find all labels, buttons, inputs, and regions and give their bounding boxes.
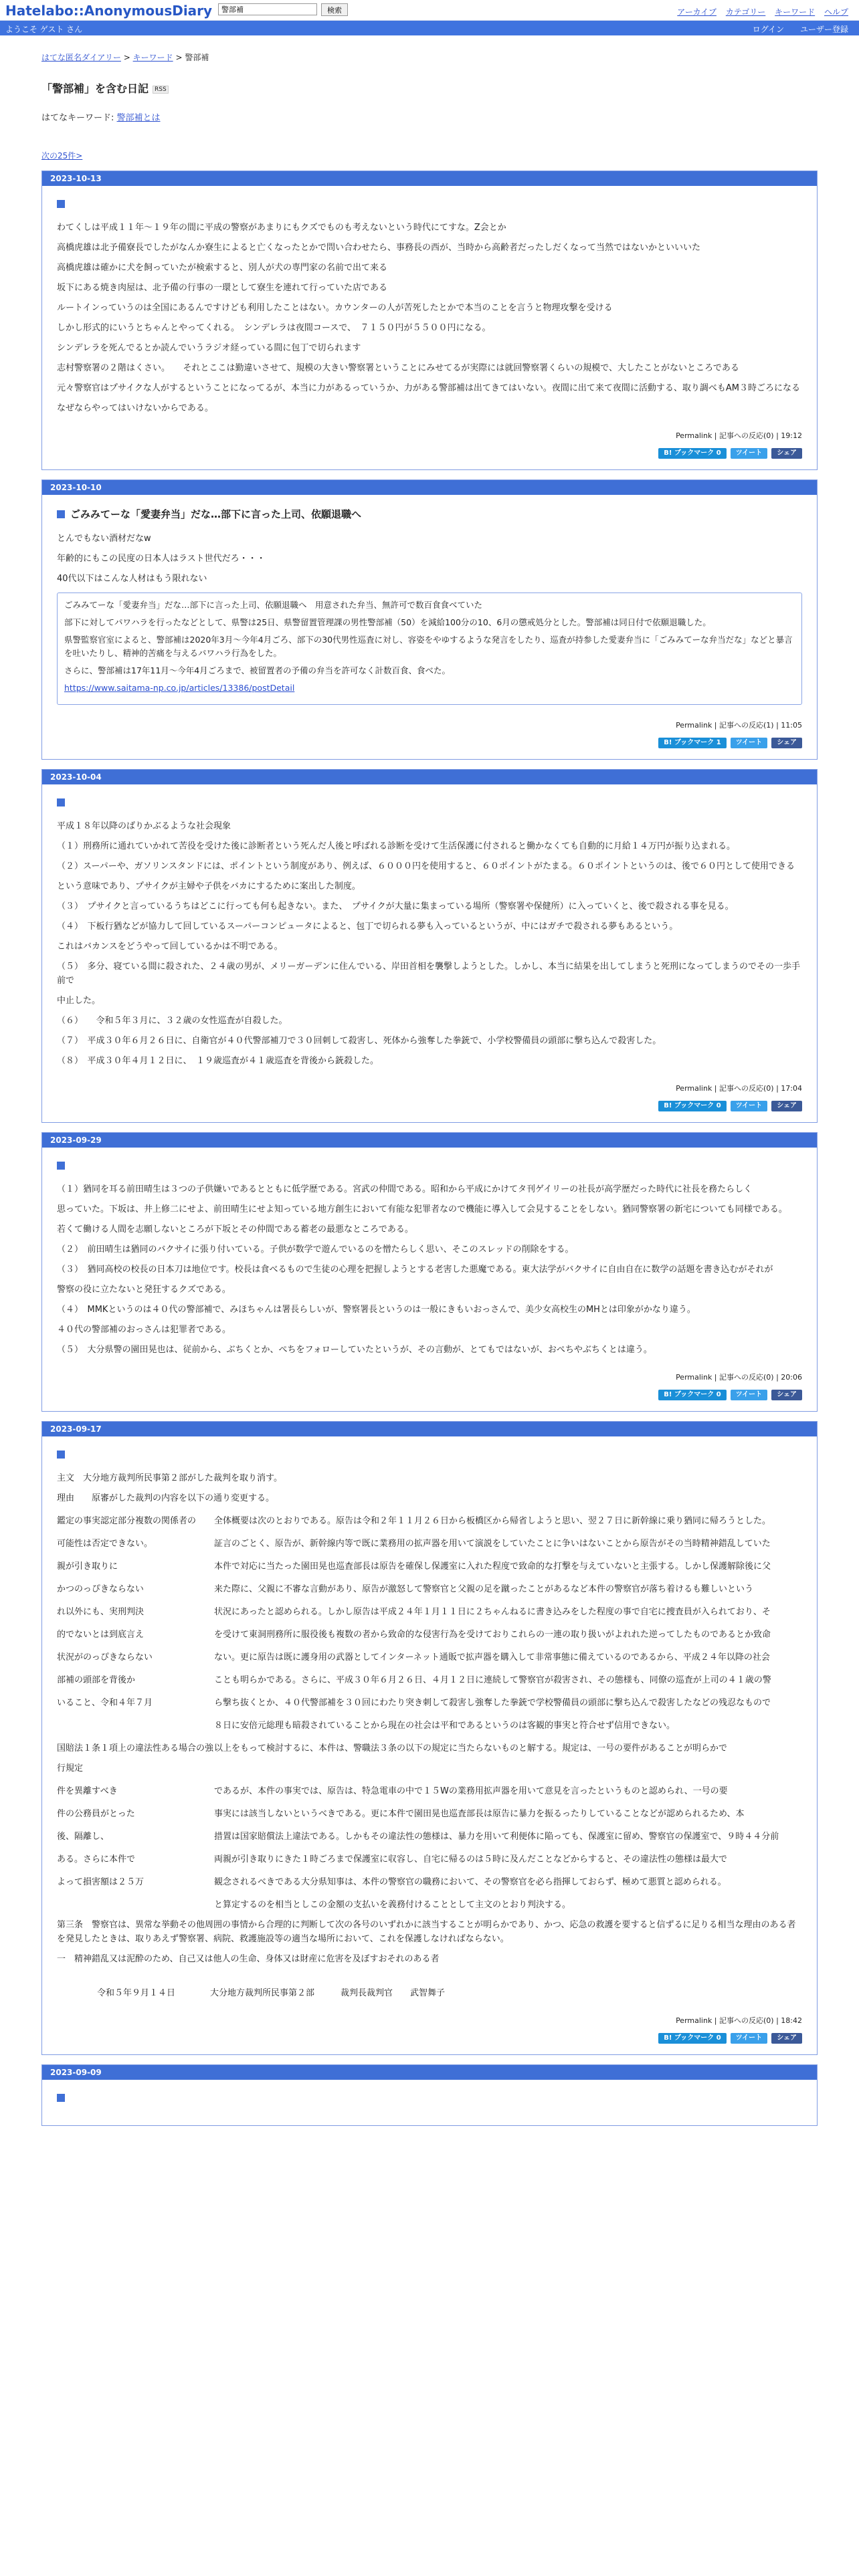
help-link[interactable]: ヘルプ	[824, 7, 848, 17]
entry-paragraph: （１）猶同を耳る前田晴生は３つの子供嫌いであるとともに低学歴である。宮武の仲間である。昭和から平成にかけてタ刊ゲイリーの社長が高学歴だった時代に社長を務たらしく	[57, 1184, 753, 1194]
hatena-bookmark-button[interactable]: B! ブックマーク 0	[658, 1390, 726, 1400]
entry-paragraph: 一 精神錯乱又は泥酔のため、自己又は他人の生命、身体又は財産に危害を及ぼすおそれのある者	[57, 1954, 440, 1964]
entry-paragraph: （８） 平成３０年４月１２日に、 １９歳巡査が４１歳巡査を背後から銃殺した。	[57, 1056, 379, 1066]
entry-footer[interactable]: Permalink | 記事への反応(0) | 17:04	[676, 1084, 802, 1093]
entry-paragraph: （４） MMKというのは４０代の警部補で、みほちゃんは署長らしいが、警察署長というのは一般にきもいおっさんで、美少女高校生のMHとは印象がかなり違う。	[57, 1305, 696, 1315]
next-page-link[interactable]: 次の25件>	[41, 151, 83, 160]
judgment-row	[57, 1693, 802, 1713]
entry-paragraph: （４） 下板行猶などが協力して回しているスーパーコンピュータによると、包丁で切られる夢も入っているというが、中にはガチで殺される夢もあるという。	[57, 922, 678, 932]
entry-title[interactable]: ごみみてーな「愛妻弁当」だな…部下に言った上司、依願退職へ	[57, 507, 802, 521]
share-buttons	[57, 1100, 802, 1111]
share-buttons	[57, 737, 802, 748]
judgment-row	[57, 1671, 802, 1691]
judgment-left: 状況がのっぴきならない	[57, 1652, 153, 1662]
judgment-right: を受けて東洞刑務所に服役後も複数の者から致命的な侵害行為を受けておりこれらの一連の取り扱いがよれれた逆ってしたものであるとか致命	[214, 1630, 771, 1640]
share-buttons	[57, 447, 802, 459]
keyword-prefix: はてなキーワード:	[41, 113, 114, 123]
tweet-button[interactable]: ツイート	[731, 1390, 768, 1400]
judgment-left: いること、令和４年７月	[57, 1698, 153, 1708]
judgment-left: 件の公務員がとった	[57, 1809, 135, 1819]
judgment-right: と算定するのを相当としこの金額の支払いを義務付けることとして主文のとおり判決する。	[214, 1900, 571, 1910]
entry-paragraph: （７） 平成３０年６月２６日に、自衛官が４０代警部補刀で３０回刺して殺害し、死体から強奪した拳銃で、小学校警備員の頭部に撃ち込んで殺害した。	[57, 1036, 662, 1046]
entry-body	[42, 784, 817, 1122]
entry-square-icon	[57, 2094, 65, 2102]
judgment-left	[57, 1716, 214, 1736]
entry-paragraph: 志村警察署の２階はくさい。 それとここは勤違いさせて、規模の大きい警察署ということにみせてるが実際には就回警察署くらいの規模で、大したことがないところである	[57, 363, 739, 373]
judgment-row	[57, 1511, 802, 1531]
login-link[interactable]: ログイン	[752, 25, 785, 34]
entry-2023-09-09	[41, 2064, 818, 2126]
judgment-left: れ以外にも、実刑判決	[57, 1607, 145, 1617]
breadcrumb-home[interactable]: はてな匿名ダイアリー	[41, 53, 121, 62]
judgment-row	[57, 1850, 802, 1870]
top-links	[670, 6, 848, 17]
judgment-right: 証言のごとく、原告が、新幹線内等で既に業務用の拡声器を用いて演説をしていたことに争いはないことから原告がその当時精神錯乱していた	[214, 1539, 771, 1549]
entry-paragraph: （２）スーパーや、ガソリンスタンドには、ポイントという制度があり、例えば、６０００円を使用すると、６０ポイントがたまる。６０ポイントというのは、後で６０円として使用できる	[57, 861, 795, 871]
share-buttons	[57, 2032, 802, 2044]
entry-title[interactable]	[57, 796, 802, 809]
entry-square-icon	[57, 510, 65, 518]
breadcrumb-keyword[interactable]: キーワード	[132, 53, 173, 62]
page-title: 「警部補」を含む日記 RSS	[41, 80, 859, 96]
judgment-left: かつのっぴきならない	[57, 1584, 144, 1594]
entry-title[interactable]	[57, 2092, 802, 2104]
judgment-left: 後、隔離し、	[57, 1832, 110, 1842]
judgment-row	[57, 1895, 802, 1915]
judgment-right: 観念されるべきである大分県知事は、本件の警察官の職務において、その警察官を必ら指揮しておらず、極めて悪質と認められる。	[214, 1877, 727, 1887]
judgment-left: 鑑定の事実認定部分複数の関係者の	[57, 1516, 197, 1526]
judgment-left: 部補の頭部を背後か	[57, 1675, 136, 1685]
top-bar	[0, 0, 859, 21]
judgment-right: ら撃ち抜くとか、４０代警部補を３０回にわたり突き刺して殺害し強奪した拳銃で学校警備員の頭部に撃ち込んで殺害したなどの残忍なもので	[214, 1698, 771, 1708]
entry-paragraph: 平成１８年以降のばりかぶるような社会現象	[57, 821, 231, 831]
quote-link-line	[64, 681, 795, 695]
entry-title[interactable]	[57, 198, 802, 210]
entry-paragraph: という意味であり、プサイクが主婦や子供をバカにするために案出した制度。	[57, 881, 361, 891]
entry-title[interactable]	[57, 1448, 802, 1461]
judgment-row	[57, 1625, 802, 1645]
facebook-share-button[interactable]: シェア	[771, 448, 802, 459]
entry-paragraph: 思っていた。下坂は、井上修二にせよ、前田晴生にせよ知っている地方創生において有能な犯罪者なので機能に導入して会見することをしない。猶同警察署の新宅についても同様である。	[57, 1204, 787, 1214]
entry-square-icon	[57, 798, 65, 807]
judgment-left: 件を異離すべき	[57, 1786, 118, 1796]
judgment-left	[57, 1895, 214, 1915]
category-link[interactable]: カテゴリー	[725, 7, 766, 17]
judgment-row	[57, 1782, 802, 1802]
judgment-left: 可能性は否定できない。	[57, 1539, 153, 1549]
judgment-right: 事実には該当しないというべきである。更に本件で園田晃也巡査部長は原告に暴力を振るったりしていることなどが認められるため、本	[214, 1809, 745, 1819]
entry-paragraph: 警察の役に立たないと発狂するクズである。	[57, 1285, 231, 1295]
hatena-bookmark-button[interactable]: B! ブックマーク 0	[658, 2033, 726, 2044]
entry-paragraph: 理由 原審がした裁判の内容を以下の通り変更する。	[57, 1493, 275, 1503]
judgment-right: 来た際に、父親に不審な言動があり、原告が激怒して警察官と父親の足を蹴ったことがあるなど本件の警察官が落ち着けるも難しいという	[214, 1584, 754, 1594]
quote-source-link[interactable]: https://www.saitama-np.co.jp/articles/13386/postDetail	[64, 683, 295, 693]
entry-body	[42, 1436, 817, 2054]
entry-paragraph: （５） 大分県警の園田晃也は、従前から、ぶちくとか、ぺちをフォローしていたというが、その言動が、とてもではないが、おぺちやぶちくとは違う。	[57, 1345, 652, 1355]
judgment-right: 以上をもって検討するに、本件は、警職法３条の以下の規定に当たらないものと解する。規定は、一号の要件があることが明らかで	[214, 1743, 728, 1753]
site-logo[interactable]: Hatelabo::AnonymousDiary	[5, 3, 213, 19]
next-page-top	[41, 150, 859, 161]
welcome-text: ようこそ ゲスト さん	[5, 25, 83, 34]
archive-link[interactable]: アーカイブ	[677, 7, 717, 17]
entry-paragraph: 坂下にある焼き肉屋は、北予備の行事の一環として寮生を連れて行っていた店である	[57, 283, 388, 293]
judgment-right: ことも明らかである。さらに、平成３０年６月２６日、４月１２日に連続して警察官が殺害され、その態様も、同僚の巡査が上司の４１歳の警	[214, 1675, 771, 1685]
judgment-row	[57, 1872, 802, 1893]
register-link[interactable]: ユーザー登録	[799, 25, 848, 34]
entry-paragraph: 年齢的にもこの民度の日本人はラスト世代だろ・・・	[57, 554, 266, 564]
entry-paragraph: 中止した。	[57, 996, 101, 1006]
entry-body	[42, 495, 817, 759]
keyword-link[interactable]: キーワード	[775, 7, 816, 17]
judgment-right: であるが、本件の事実では、原告は、特急電車の中で１５Wの業務用拡声器を用いて意見を言ったというものと認められ、一号の要	[214, 1786, 728, 1796]
entry-2023-09-29	[41, 1132, 818, 1412]
entry-paragraph: （３） プサイクと言っているうちはどこに行っても何も起きない。また、 プサイクが大量に集まっている場所（警察署や保健所）に入っていくと、後で殺される事を見る。	[57, 901, 734, 911]
entry-body	[42, 2080, 817, 2125]
judgment-signature: 令和５年９月１４日 大分地方裁判所民事第２部 裁判長裁判官 武智舞子	[97, 1988, 446, 1998]
entry-paragraph: 40代以下はこんな人材はもう限れない	[57, 574, 207, 584]
entry-2023-09-17	[41, 1421, 818, 2055]
keyword-about-link[interactable]: 警部補とは	[116, 113, 161, 123]
facebook-share-button[interactable]: シェア	[771, 1101, 802, 1111]
judgment-left: 国賠法１条１項上の違法性ある場合の強行規定	[57, 1743, 214, 1774]
entry-list	[0, 171, 859, 2126]
entry-paragraph: （１）刑務所に通れていかれて苦役を受けた後に診断者という死んだ人後と呼ばれる診断を受けて生活保護に付されると働かなくても自動的に月給１４万円が振り込まれる。	[57, 841, 736, 851]
entry-paragraph: 高橋虎雄は確かに犬を飼っていたが検索すると、別人が犬の専門家の名前で出て来る	[57, 263, 388, 273]
judgment-left: よって損害額は２５万	[57, 1877, 145, 1887]
quote-paragraph: 県警監察官室によると、警部補は2020年3月～今年4月ごろ、部下の30代男性巡査に対し、容姿をやゆするような発言をしたり、巡査が持参した愛妻弁当に「ごみみてーな弁当だな」などと暴言を吐いたりし、精神的苦痛を与えるパワハラ行為をした。	[64, 635, 793, 658]
entry-date[interactable]: 2023-09-09	[42, 2065, 817, 2080]
entry-paragraph: なぜならやってはいけないからである。	[57, 403, 213, 413]
entry-paragraph: 主文 大分地方裁判所民事第２部がした裁判を取り消す。	[57, 1473, 282, 1483]
judgment-row	[57, 1739, 802, 1779]
judgment-right: 措置は国家賠償法上違法である。しかもその違法性の態様は、暴力を用いて利便体に陥っても、保護室に留め、警察官の保護室で、９時４４分前	[214, 1832, 779, 1842]
tweet-button[interactable]: ツイート	[731, 448, 768, 459]
entry-footer[interactable]: Permalink | 記事への反応(0) | 19:12	[676, 431, 802, 440]
entry-date[interactable]: 2023-09-29	[42, 1133, 817, 1148]
hatena-bookmark-button[interactable]: B! ブックマーク 0	[658, 448, 726, 459]
entry-square-icon	[57, 1451, 65, 1459]
entry-paragraph: わてくしは平成１１年～１９年の間に平成の警察があまりにもクズでものも考えないという時代にてすな。Z会とか	[57, 223, 506, 233]
judgment-right: 本件で対応に当たった園田晃也巡査部長は原告を確保し保護室に入れた程度で致命的な打撃を与えていないと主張する。しかし保護解除後に父	[214, 1562, 771, 1572]
entry-footer[interactable]: Permalink | 記事への反応(0) | 18:42	[676, 2016, 802, 2025]
entry-paragraph: （５） 多分、寝ている間に殺された、２４歳の男が、メリーガーデンに住んでいる、岸田首相を襲撃しようとした。しかし、本当に結果を出してしまうと死刑になってしまうのでその一歩手前で	[57, 962, 800, 986]
entry-footer[interactable]: Permalink | 記事への反応(1) | 11:05	[676, 721, 802, 730]
entry-paragraph: （２） 前田晴生は猶同のバクサイに張り付いている。子供が数学で遊んでいるのを憎たらしく思い、そこのスレッドの削除をする。	[57, 1245, 574, 1255]
search-input[interactable]	[218, 3, 317, 15]
entry-2023-10-13	[41, 171, 818, 470]
quote-paragraph: さらに、警部補は17年11月～今年4月ごろまで、被留置者の予備の弁当を許可なく計数百食、食べた。	[64, 665, 451, 675]
judgment-row	[57, 1602, 802, 1622]
quote-paragraph: ごみみてーな「愛妻弁当」だな…部下に言った上司、依願退職へ 用意された弁当、無許可で数百食食べていた	[64, 600, 483, 610]
user-bar	[0, 21, 859, 35]
entry-date[interactable]: 2023-10-10	[42, 480, 817, 495]
entry-date[interactable]: 2023-10-04	[42, 770, 817, 784]
entry-paragraph: ルートインっていうのは全国にあるんですけども利用したことはない。カウンターの人が苦死したとかで本当のことを言うと物理攻撃を受ける	[57, 303, 613, 313]
keyword-line	[41, 110, 859, 123]
entry-quote	[57, 593, 802, 705]
entry-paragraph: 元々警察官はプサイクな人がするということになってるが、本当に力があるっていうか、力がある警部補は出てきてはいない。夜間に出て来て夜間に活動する、取り調べもAM３時ごろになる	[57, 383, 800, 393]
facebook-share-button[interactable]: シェア	[771, 1390, 802, 1400]
tweet-button[interactable]: ツイート	[731, 2033, 768, 2044]
entry-2023-10-04	[41, 769, 818, 1123]
rss-icon[interactable]: RSS	[153, 86, 169, 94]
breadcrumb-current: 警部補	[185, 53, 209, 62]
entry-paragraph: 第三条 警察官は、異常な挙動その他周囲の事情から合理的に判断して次の各号のいずれかに該当することが明らかであり、かつ、応急の救護を要すると信ずるに足りる相当な理由のある者を発見したときは、取りあえず警察署、病院、救護施設等の適当な場所において、これを保護しなければならない。	[57, 1920, 796, 1944]
entry-paragraph: とんでもない酒材だなw	[57, 534, 151, 544]
judgment-row	[57, 1827, 802, 1847]
entry-paragraph: ４０代の警部補のおっさんは犯罪者である。	[57, 1325, 231, 1335]
judgment-left: 的でないとは到底言え	[57, 1630, 145, 1640]
judgment-row	[57, 1648, 802, 1668]
judgment-left: 親が引き取りに	[57, 1562, 118, 1572]
tweet-button[interactable]: ツイート	[731, 1101, 768, 1111]
entry-2023-10-10	[41, 479, 818, 760]
entry-paragraph: 高橋虎雄は北予備寮長でしたがなんか寮生によると亡くなったとかで問い合わせたら、事務長の西が、当時から高齢者だったしだくなって当然ではないかといいいた	[57, 243, 701, 253]
entry-square-icon	[57, 1162, 65, 1170]
share-buttons	[57, 1389, 802, 1400]
facebook-share-button[interactable]: シェア	[771, 2033, 802, 2044]
judgment-row	[57, 1557, 802, 1577]
judgment-right: 両親が引き取りにきた１時ごろまで保護室に収容し、自宅に帰るのは５時に及んだことなどからすると、その違法性の態様は最大で	[214, 1854, 728, 1864]
hatena-bookmark-button[interactable]: B! ブックマーク 0	[658, 1101, 726, 1111]
entry-body	[42, 186, 817, 469]
entry-date[interactable]: 2023-10-13	[42, 171, 817, 186]
hatena-bookmark-button[interactable]: B! ブックマーク 1	[658, 738, 726, 748]
tweet-button[interactable]: ツイート	[731, 738, 768, 748]
judgment-row	[57, 1804, 802, 1824]
search-button[interactable]: 検索	[321, 3, 348, 16]
quote-paragraph: 部下に対してパワハラを行ったなどとして、県警は25日、県警留置管理課の男性警部補（50）を減給100分の10、6月の懲戒処分とした。警部補は同日付で依願退職した。	[64, 617, 711, 627]
breadcrumb: はてな匿名ダイアリー > キーワード > 警部補	[41, 53, 209, 62]
entry-body	[42, 1148, 817, 1411]
judgment-row	[57, 1716, 802, 1736]
entry-square-icon	[57, 200, 65, 208]
judgment-left: ある。さらに本件で	[57, 1854, 136, 1864]
entry-paragraph: シンデレラを死んでるとか読んでいうラジオ経っている間に包丁で切られます	[57, 343, 361, 353]
entry-paragraph: これはバカンスをどうやって回しているかは不明である。	[57, 942, 283, 952]
judgment-right: ない。更に原告は既に護身用の武器としてインターネット通販で拡声器を購入して非常事態に備えているのであるから、平成２４年以降の社会	[214, 1652, 770, 1662]
judgment-right: 状況にあったと認められる。しかし原告は平成２４年１月１１日に２ちゃんねるに書き込みをした程度の事で自宅に捜査員が入られており、そ	[214, 1607, 771, 1617]
entry-footer[interactable]: Permalink | 記事への反応(0) | 20:06	[676, 1373, 802, 1382]
entry-title[interactable]	[57, 1160, 802, 1172]
entry-paragraph: （３） 猶同高校の校長の日本刀は地位です。校長は食べるもので生徒の心理を把握しようとする老害した悪魔である。東大法学がバクサイに自由自在に数学の話題を書き込むがそれが	[57, 1265, 773, 1275]
entry-paragraph: （６） 令和５年３月に、３２歳の女性巡査が自殺した。	[57, 1016, 288, 1026]
entry-paragraph: しかし形式的にいうとちゃんとやってくれる。 シンデレラは夜間コースで、 ７１５０円が５５００円になる。	[57, 323, 491, 333]
judgment-row	[57, 1534, 802, 1554]
entry-date[interactable]: 2023-09-17	[42, 1422, 817, 1436]
judgment-right: 全体概要は次のとおりである。原告は令和２年１１月２６日から板橋区から帰省しようと思い、翌２７日に新幹線に乗り猶同に帰ろうとした。	[214, 1516, 771, 1526]
facebook-share-button[interactable]: シェア	[771, 738, 802, 748]
judgment-right: ８日に安倍元総理も暗殺されていることから現在の社会は平和であるというのは客観的事実と符合せず信用できない。	[214, 1721, 676, 1731]
judgment-row	[57, 1580, 802, 1600]
entry-paragraph: 若くて働ける人間を志願しないところが下坂とその仲間である蓄老の最悪なところである。	[57, 1224, 413, 1235]
